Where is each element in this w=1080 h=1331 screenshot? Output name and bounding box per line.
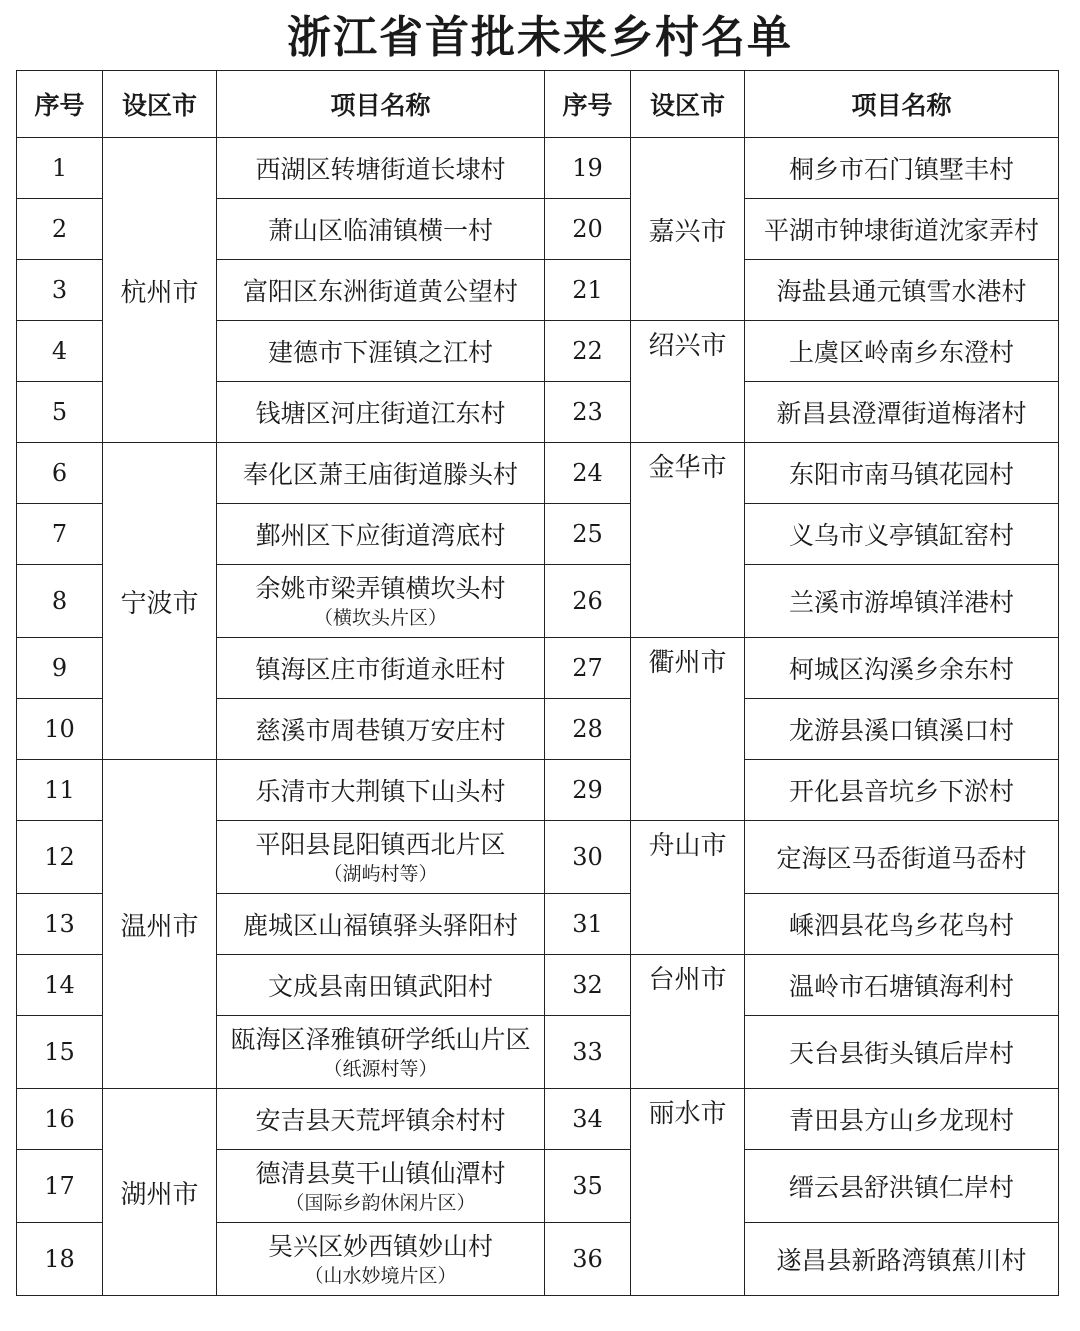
row-index: 12	[17, 821, 103, 894]
project-name: 西湖区转塘街道长埭村	[217, 138, 545, 199]
project-name-cell	[217, 1223, 545, 1296]
project-name: 鹿城区山福镇驿头驿阳村	[217, 894, 545, 955]
project-subname: （纸源村等）	[323, 1058, 438, 1080]
row-index: 10	[17, 699, 103, 760]
table-row	[545, 638, 1059, 699]
city-cell: 宁波市	[103, 443, 217, 760]
table-row	[545, 1089, 1059, 1150]
city-cell: 杭州市	[103, 138, 217, 443]
project-name: 遂昌县新路湾镇蕉川村	[745, 1223, 1059, 1296]
project-name: 鄞州区下应街道湾底村	[217, 504, 545, 565]
project-name: 平湖市钟埭街道沈家弄村	[745, 199, 1059, 260]
table-row	[545, 955, 1059, 1016]
city-cell: 金华市	[631, 443, 745, 638]
city-cell: 舟山市	[631, 821, 745, 955]
project-name: 吴兴区妙西镇妙山村	[267, 1232, 493, 1261]
project-name: 乐清市大荆镇下山头村	[217, 760, 545, 821]
row-index: 20	[545, 199, 631, 260]
project-name: 龙游县溪口镇溪口村	[745, 699, 1059, 760]
project-name: 镇海区庄市街道永旺村	[217, 638, 545, 699]
row-index: 33	[545, 1016, 631, 1089]
table-header-row	[545, 71, 1059, 138]
project-name: 德清县莫干山镇仙潭村	[255, 1159, 506, 1188]
row-index: 19	[545, 138, 631, 199]
row-index: 32	[545, 955, 631, 1016]
row-index: 2	[17, 199, 103, 260]
row-index: 29	[545, 760, 631, 821]
table-row	[17, 504, 545, 565]
table-row	[17, 565, 545, 638]
project-name: 柯城区沟溪乡余东村	[745, 638, 1059, 699]
table-row	[17, 1016, 545, 1089]
table-header-row	[17, 71, 545, 138]
project-name: 天台县街头镇后岸村	[745, 1016, 1059, 1089]
project-name: 兰溪市游埠镇洋港村	[745, 565, 1059, 638]
row-index: 9	[17, 638, 103, 699]
project-name: 建德市下涯镇之江村	[217, 321, 545, 382]
table-row	[17, 1089, 545, 1150]
project-name: 海盐县通元镇雪水港村	[745, 260, 1059, 321]
table-row	[545, 1016, 1059, 1089]
city-cell: 台州市	[631, 955, 745, 1089]
table-row	[545, 1150, 1059, 1223]
project-subname: （湖屿村等）	[323, 863, 438, 885]
project-name: 萧山区临浦镇横一村	[217, 199, 545, 260]
row-index: 6	[17, 443, 103, 504]
project-name: 瓯海区泽雅镇研学纸山片区	[230, 1025, 531, 1054]
project-name: 开化县音坑乡下淤村	[745, 760, 1059, 821]
project-name: 温岭市石塘镇海利村	[745, 955, 1059, 1016]
project-name: 文成县南田镇武阳村	[217, 955, 545, 1016]
row-index: 14	[17, 955, 103, 1016]
project-name: 钱塘区河庄街道江东村	[217, 382, 545, 443]
project-name-cell	[217, 1016, 545, 1089]
row-index: 34	[545, 1089, 631, 1150]
city-cell: 嘉兴市	[631, 138, 745, 321]
table-row	[17, 382, 545, 443]
row-index: 8	[17, 565, 103, 638]
table-row	[545, 699, 1059, 760]
row-index: 36	[545, 1223, 631, 1296]
row-index: 11	[17, 760, 103, 821]
project-name: 义乌市义亭镇缸窑村	[745, 504, 1059, 565]
project-name: 桐乡市石门镇墅丰村	[745, 138, 1059, 199]
project-name: 青田县方山乡龙现村	[745, 1089, 1059, 1150]
table-row	[545, 565, 1059, 638]
table-row	[545, 894, 1059, 955]
table-row	[545, 760, 1059, 821]
table-row	[545, 504, 1059, 565]
row-index: 24	[545, 443, 631, 504]
village-table-right	[544, 70, 1059, 1296]
row-index: 5	[17, 382, 103, 443]
page-title: 浙江省首批未来乡村名单	[287, 12, 793, 63]
city-cell: 丽水市	[631, 1089, 745, 1296]
row-index: 13	[17, 894, 103, 955]
project-name-cell	[217, 821, 545, 894]
project-name-cell	[217, 565, 545, 638]
row-index: 27	[545, 638, 631, 699]
row-index: 30	[545, 821, 631, 894]
header-index: 序号	[545, 71, 631, 138]
row-index: 23	[545, 382, 631, 443]
table-row	[545, 1223, 1059, 1296]
row-index: 15	[17, 1016, 103, 1089]
project-name: 上虞区岭南乡东澄村	[745, 321, 1059, 382]
village-table-left	[16, 70, 545, 1296]
row-index: 4	[17, 321, 103, 382]
table-row	[17, 894, 545, 955]
city-cell: 衢州市	[631, 638, 745, 821]
table-row	[17, 1223, 545, 1296]
row-index: 7	[17, 504, 103, 565]
project-name: 安吉县天荒坪镇余村村	[217, 1089, 545, 1150]
table-row	[545, 821, 1059, 894]
table-row	[545, 382, 1059, 443]
table-row	[17, 138, 545, 199]
header-name: 项目名称	[745, 71, 1059, 138]
row-index: 28	[545, 699, 631, 760]
project-name: 新昌县澄潭街道梅渚村	[745, 382, 1059, 443]
project-name-cell	[217, 1150, 545, 1223]
table-row	[545, 443, 1059, 504]
table-row	[545, 138, 1059, 199]
row-index: 25	[545, 504, 631, 565]
header-city: 设区市	[103, 71, 217, 138]
table-row	[17, 199, 545, 260]
project-subname: （山水妙境片区）	[304, 1265, 457, 1287]
row-index: 21	[545, 260, 631, 321]
header-city: 设区市	[631, 71, 745, 138]
project-name: 定海区马岙街道马岙村	[745, 821, 1059, 894]
city-cell: 湖州市	[103, 1089, 217, 1296]
row-index: 16	[17, 1089, 103, 1150]
table-row	[545, 321, 1059, 382]
table-row	[17, 760, 545, 821]
table-row	[17, 1150, 545, 1223]
table-row	[17, 955, 545, 1016]
city-cell: 绍兴市	[631, 321, 745, 443]
table-row	[17, 638, 545, 699]
row-index: 1	[17, 138, 103, 199]
project-name: 缙云县舒洪镇仁岸村	[745, 1150, 1059, 1223]
project-name: 奉化区萧王庙街道滕头村	[217, 443, 545, 504]
row-index: 26	[545, 565, 631, 638]
row-index: 3	[17, 260, 103, 321]
table-row	[545, 260, 1059, 321]
table-row	[17, 443, 545, 504]
project-name: 平阳县昆阳镇西北片区	[255, 830, 506, 859]
city-cell: 温州市	[103, 760, 217, 1089]
project-name: 余姚市梁弄镇横坎头村	[255, 574, 506, 603]
project-name: 嵊泗县花鸟乡花鸟村	[745, 894, 1059, 955]
project-name: 东阳市南马镇花园村	[745, 443, 1059, 504]
table-row	[17, 260, 545, 321]
table-row	[17, 321, 545, 382]
header-index: 序号	[17, 71, 103, 138]
row-index: 17	[17, 1150, 103, 1223]
table-row	[17, 699, 545, 760]
project-subname: （横坎头片区）	[313, 607, 447, 629]
row-index: 31	[545, 894, 631, 955]
project-name: 富阳区东洲街道黄公望村	[217, 260, 545, 321]
row-index: 22	[545, 321, 631, 382]
table-row	[17, 821, 545, 894]
row-index: 18	[17, 1223, 103, 1296]
header-name: 项目名称	[217, 71, 545, 138]
table-row	[545, 199, 1059, 260]
project-subname: （国际乡韵休闲片区）	[285, 1192, 476, 1214]
project-name: 慈溪市周巷镇万安庄村	[217, 699, 545, 760]
row-index: 35	[545, 1150, 631, 1223]
